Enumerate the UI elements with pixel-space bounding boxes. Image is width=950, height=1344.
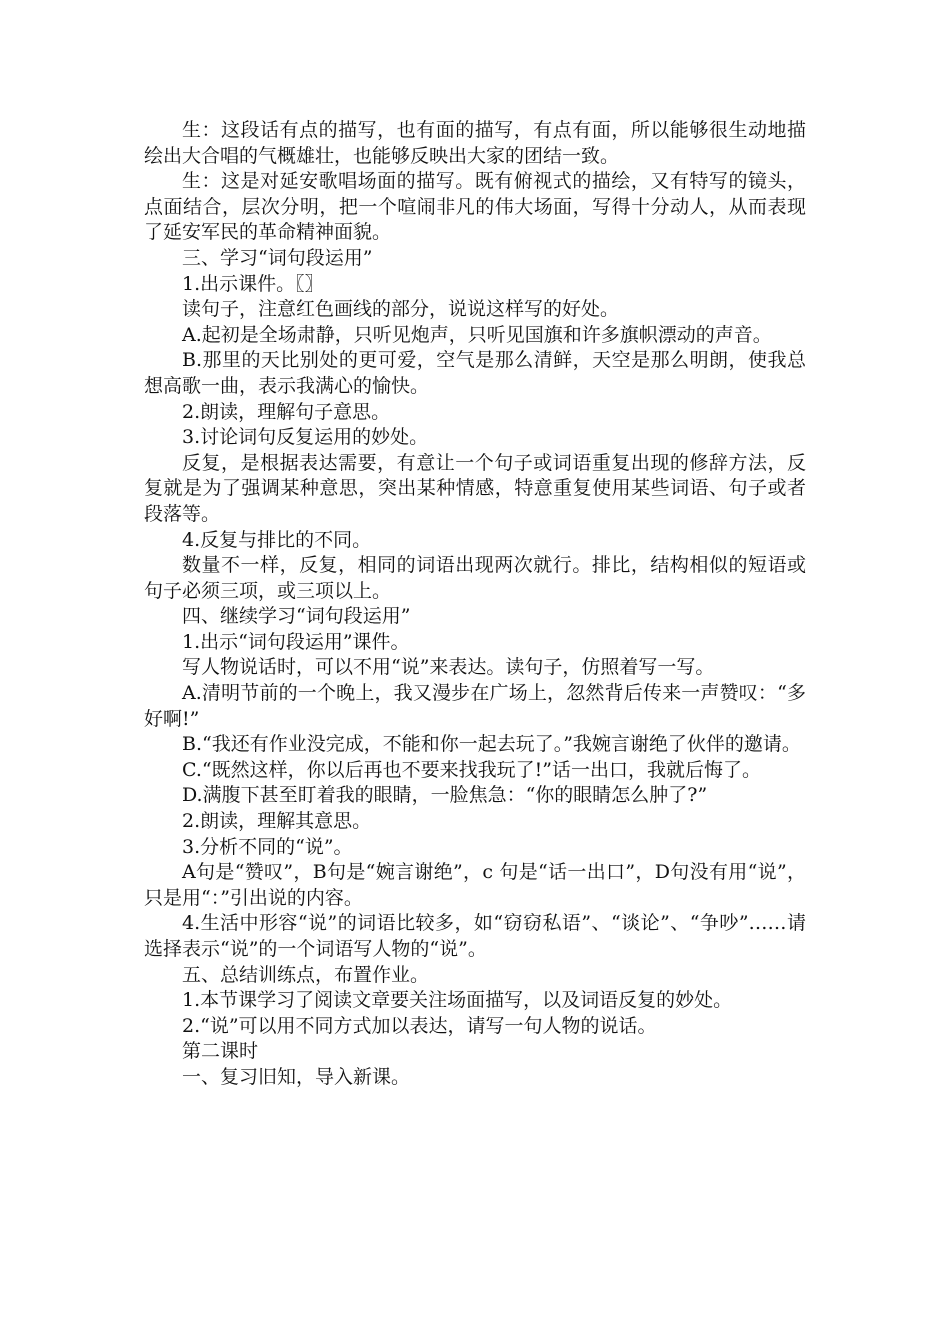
paragraph: 3.讨论词句反复运用的妙处。	[182, 426, 429, 449]
paragraph: A句是“赞叹”，B句是“婉言谢绝”，c 句是“话一出口”，D句没有用“说”，只是用“：”引出说的内容。	[144, 861, 806, 909]
paragraph: 2.“说”可以用不同方式加以表达，请写一句人物的说话。	[182, 1014, 657, 1037]
section-heading-4: 四、继续学习“词句段运用”	[182, 605, 411, 628]
document-page	[144, 118, 806, 1091]
paragraph: 4.反复与排比的不同。	[182, 528, 372, 551]
paragraph: 写人物说话时，可以不用“说”来表达。读句子，仿照着写一写。	[182, 656, 715, 679]
lesson-heading: 第二课时	[182, 1040, 259, 1063]
paragraph: 1.出示“词句段运用”课件。	[182, 630, 410, 653]
paragraph: A.清明节前的一个晚上，我又漫步在广场上，忽然背后传来一声赞叹：“多好啊!”	[144, 682, 806, 730]
paragraph: A.起初是全场肃静，只听见炮声，只听见国旗和许多旗帜漂动的声音。	[182, 323, 772, 346]
paragraph: 4.生活中形容“说”的词语比较多，如“窃窃私语”、“谈论”、“争吵”……请选择表示“说”的一个词语写人物的“说”。	[144, 912, 806, 960]
paragraph: 1.出示课件。〖〗	[182, 272, 324, 295]
paragraph: B.“我还有作业没完成，不能和你一起去玩了。”我婉言谢绝了伙伴的邀请。	[182, 733, 801, 756]
paragraph: B.那里的天比别处的更可爱，空气是那么清鲜，天空是那么明朗，使我总想高歌一曲，表示我满心的愉快。	[144, 349, 806, 397]
section-heading-1: 一、复习旧知，导入新课。	[182, 1065, 411, 1088]
paragraph: 读句子，注意红色画线的部分，说说这样写的好处。	[182, 298, 620, 321]
paragraph: C.“既然这样，你以后再也不要来找我玩了!”话一出口，我就后悔了。	[182, 758, 761, 781]
paragraph-student-answer-2: 生：这是对延安歌唱场面的描写。既有俯视式的描绘，又有特写的镜头，点面结合，层次分明，把一个喧闹非凡的伟大场面，写得十分动人，从而表现了延安军民的革命精神面貌。	[144, 170, 806, 244]
section-heading-5: 五、总结训练点，布置作业。	[182, 963, 430, 986]
paragraph: 数量不一样，反复，相同的词语出现两次就行。排比，结构相似的短语或句子必须三项，或三项以上。	[144, 554, 806, 602]
paragraph: 2.朗读，理解句子意思。	[182, 400, 391, 423]
paragraph: D.满腹下甚至盯着我的眼睛，一脸焦急：“你的眼睛怎么肿了?”	[182, 784, 708, 807]
section-heading-3: 三、学习“词句段运用”	[182, 246, 373, 269]
paragraph: 3.分析不同的“说”。	[182, 835, 353, 858]
paragraph: 2.朗读，理解其意思。	[182, 810, 372, 833]
paragraph: 反复，是根据表达需要，有意让一个句子或词语重复出现的修辞方法，反复就是为了强调某种意思，突出某种情感，特意重复使用某些词语、句子或者段落等。	[144, 451, 806, 525]
paragraph-student-answer-1: 生：这段话有点的描写，也有面的描写，有点有面，所以能够很生动地描绘出大合唱的气概雄壮，也能够反映出大家的团结一致。	[144, 119, 806, 167]
paragraph: 1.本节课学习了阅读文章要关注场面描写，以及词语反复的妙处。	[182, 989, 733, 1012]
